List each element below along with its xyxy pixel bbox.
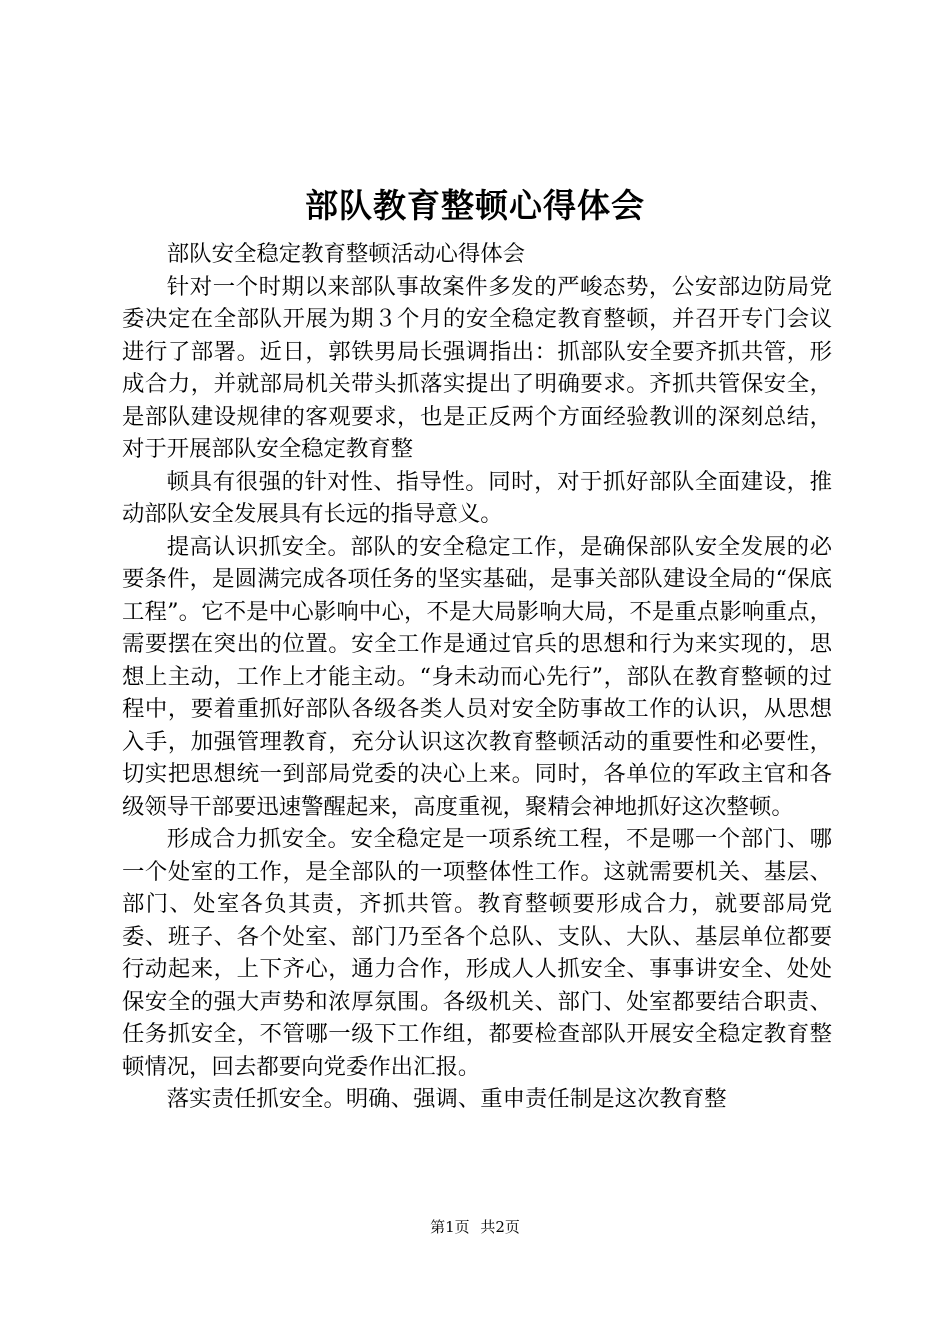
page-number: 第1页 [430,1218,470,1236]
body-paragraph: 落实责任抓安全。明确、强调、重申责任制是这次教育整 [166,1086,727,1112]
page-footer [0,1216,950,1237]
document-title: 部队教育整顿心得体会 [305,186,645,225]
page-total: 共2页 [480,1218,520,1236]
subtitle-paragraph: 部队安全稳定教育整顿活动心得体会 [166,241,526,267]
document-body [122,238,832,1116]
body-paragraph: 提高认识抓安全。部队的安全稳定工作，是确保部队安全发展的必要条件，是圆满完成各项任务的坚实基础，是事关部队建设全局的“保底工程”。它不是中心影响中心，不是大局影响大局，不是重点影响重点，需要摆在突出的位置。安全工作是通过官兵的思想和行为来实现的，思想上主动，工作上才能主动。“身未动而心先行”，部队在教育整顿的过程中，要着重抓好部队各级各类人员对安全防事故工作的认识，从思想入手，加强管理教育，充分认识这次教育整顿活动的重要性和必要性，切实把思想统一到部局党委的决心上来。同时，各单位的军政主官和各级领导干部要迅速警醒起来，高度重视，聚精会神地抓好这次整顿。 [122,533,832,820]
body-paragraph: 形成合力抓安全。安全稳定是一项系统工程，不是哪一个部门、哪一个处室的工作，是全部队的一项整体性工作。这就需要机关、基层、部门、处室各负其责，齐抓共管。教育整顿要形成合力，就要部局党委、班子、各个处室、部门乃至各个总队、支队、大队、基层单位都要行动起来，上下齐心，通力合作，形成人人抓安全、事事讲安全、处处保安全的强大声势和浓厚氛围。各级机关、部门、处室都要结合职责、任务抓安全，不管哪一级下工作组，都要检查部队开展安全稳定教育整顿情况，回去都要向党委作出汇报。 [122,826,832,1080]
body-paragraph: 顿具有很强的针对性、指导性。同时，对于抓好部队全面建设，推动部队安全发展具有长远的指导意义。 [122,468,832,527]
body-paragraph: 针对一个时期以来部队事故案件多发的严峻态势，公安部边防局党委决定在全部队开展为期３个月的安全稳定教育整顿，并召开专门会议进行了部署。近日，郭铁男局长强调指出：抓部队安全要齐抓共管，形成合力，并就部局机关带头抓落实提出了明确要求。齐抓共管保安全，是部队建设规律的客观要求，也是正反两个方面经验教训的深刻总结，对于开展部队安全稳定教育整 [122,273,832,462]
